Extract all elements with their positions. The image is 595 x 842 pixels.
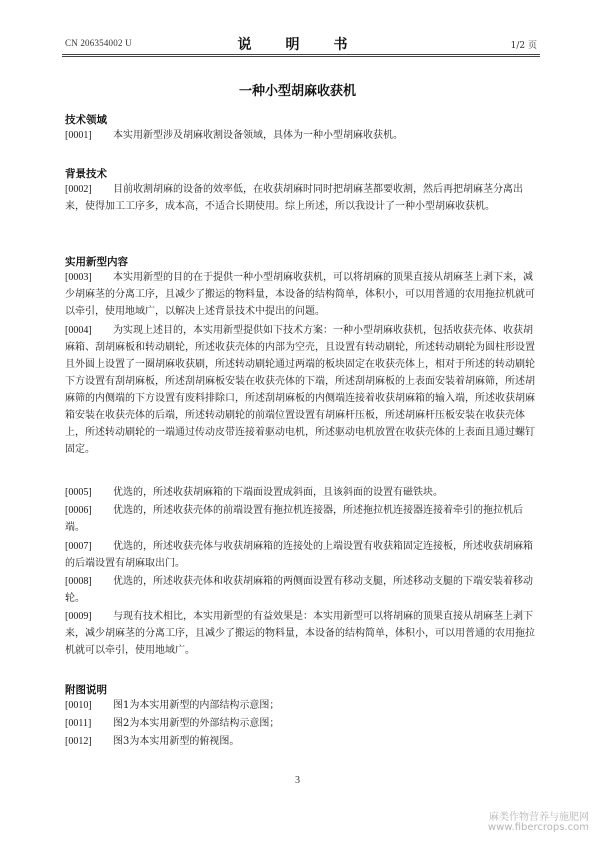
paragraph-number: [0008] — [65, 576, 92, 587]
document-type: 说 明 书 — [237, 37, 358, 53]
paragraph-number: [0006] — [65, 505, 92, 516]
paragraph — [65, 733, 541, 750]
paragraph-text: 本实用新型涉及胡麻收割设备领域，具体为一种小型胡麻收获机。 — [113, 130, 403, 141]
paragraph-text: 与现有技术相比，本实用新型的有益效果是：本实用新型可以将胡麻的顶果直接从胡麻茎上剥下来，减少胡麻茎的分离工序，且减少了搬运的物料量，本设备的结构简单，体积小，可以用普通的农用拖拉机就可以牵引，使用地域广。 — [65, 611, 535, 656]
paragraph-text: 图2为本实用新型的外部结构示意图； — [113, 718, 280, 729]
paragraph — [65, 502, 541, 536]
watermark-url: www.fibercrops.com — [487, 822, 589, 833]
paragraph-text: 优选的，所述收获壳体与收获胡麻箱的连接处的上端设置有收获箱固定连接板，所述收获胡麻箱的后端设置有胡麻取出门。 — [65, 541, 533, 569]
header-rule-top — [62, 54, 540, 55]
page-number: 3 — [295, 775, 300, 786]
paragraph-text: 优选的，所述收获胡麻箱的下端面设置成斜面，且该斜面的设置有磁铁块。 — [113, 487, 443, 498]
paragraph-number: [0011] — [65, 718, 92, 729]
paragraph — [65, 322, 541, 458]
paragraph-number: [0001] — [65, 130, 92, 141]
paragraph-number: [0012] — [65, 736, 92, 747]
paragraph-number: [0009] — [65, 611, 92, 622]
paragraph — [65, 608, 541, 659]
paragraph — [65, 127, 541, 144]
section-heading-content: 实用新型内容 — [65, 256, 128, 268]
section-heading-figures: 附图说明 — [65, 684, 107, 696]
paragraph-text: 优选的，所述收获壳体的前端设置有拖拉机连接器，所述拖拉机连接器连接着牵引的拖拉机后端。 — [65, 505, 523, 533]
paragraph — [65, 697, 541, 714]
page-label: 1/2 页 — [510, 41, 537, 51]
paragraph-number: [0002] — [65, 184, 92, 195]
paragraph-text: 为实现上述目的，本实用新型提供如下技术方案：一种小型胡麻收获机，包括收获壳体、收获胡麻箱、刮胡麻板和转动刷轮，所述收获壳体的内部为空壳，且设置有转动刷轮，所述转动刷轮为圆柱形设置且外圆上设置了一圈胡麻收获刷，所述转动刷轮通过两端的板块固定在收获壳体上，相对于所述的转动刷轮下方设置有刮胡麻板，所述刮胡麻板安装在收获壳体的下端，所述刮胡麻板的上表面安装着胡麻筛，所述胡麻筛的内侧端的下方设置有废料排除口，所述刮胡麻板的内侧端连接着收获胡麻箱的输入端，所述收获胡麻箱安装在收获壳体的后端，所述转动刷轮的前端位置设置有胡麻杆压板，所述胡麻杆压板安装在收获壳体上，所述转动刷轮的一端通过传动皮带连接着驱动电机，所述驱动电机放置在收获壳体的上表面且通过螺钉固定。 — [65, 325, 535, 455]
paragraph — [65, 715, 541, 732]
document-title: 一种小型胡麻收获机 — [238, 84, 356, 99]
paragraph-text: 本实用新型的目的在于提供一种小型胡麻收获机，可以将胡麻的顶果直接从胡麻茎上剥下来，减少胡麻茎的分离工序，且减少了搬运的物料量，本设备的结构简单，体积小，可以用普通的农用拖拉机就可以牵引，使用地域广，以解决上述背景技术中提出的问题。 — [65, 272, 535, 317]
paragraph-text: 图1为本实用新型的内部结构示意图； — [113, 700, 280, 711]
section-heading-tech-field: 技术领域 — [65, 114, 107, 126]
watermark-title: 麻类作物营养与施肥网 — [489, 812, 589, 823]
paragraph-text: 目前收割胡麻的设备的效率低，在收获胡麻时同时把胡麻茎都要收割，然后再把胡麻茎分离出来，使得加工工序多，成本高，不适合长期使用。综上所述，所以我设计了一种小型胡麻收获机。 — [65, 184, 523, 212]
paragraph-number: [0003] — [65, 272, 92, 283]
patent-number: CN 206354002 U — [65, 38, 132, 48]
paragraph-number: [0005] — [65, 487, 92, 498]
paragraph-number: [0010] — [65, 700, 92, 711]
paragraph — [65, 538, 541, 572]
paragraph-text: 优选的，所述收获壳体和收获胡麻箱的两侧面设置有移动支腿，所述移动支腿的下端安装着移动轮。 — [65, 576, 533, 604]
paragraph — [65, 181, 541, 215]
paragraph — [65, 484, 541, 501]
paragraph-number: [0007] — [65, 541, 92, 552]
header-rule-bottom — [62, 56, 540, 57]
paragraph — [65, 269, 541, 320]
paragraph-text: 图3为本实用新型的俯视图。 — [113, 736, 240, 747]
section-heading-background: 背景技术 — [65, 168, 107, 180]
paragraph-number: [0004] — [65, 325, 92, 336]
paragraph — [65, 573, 541, 607]
